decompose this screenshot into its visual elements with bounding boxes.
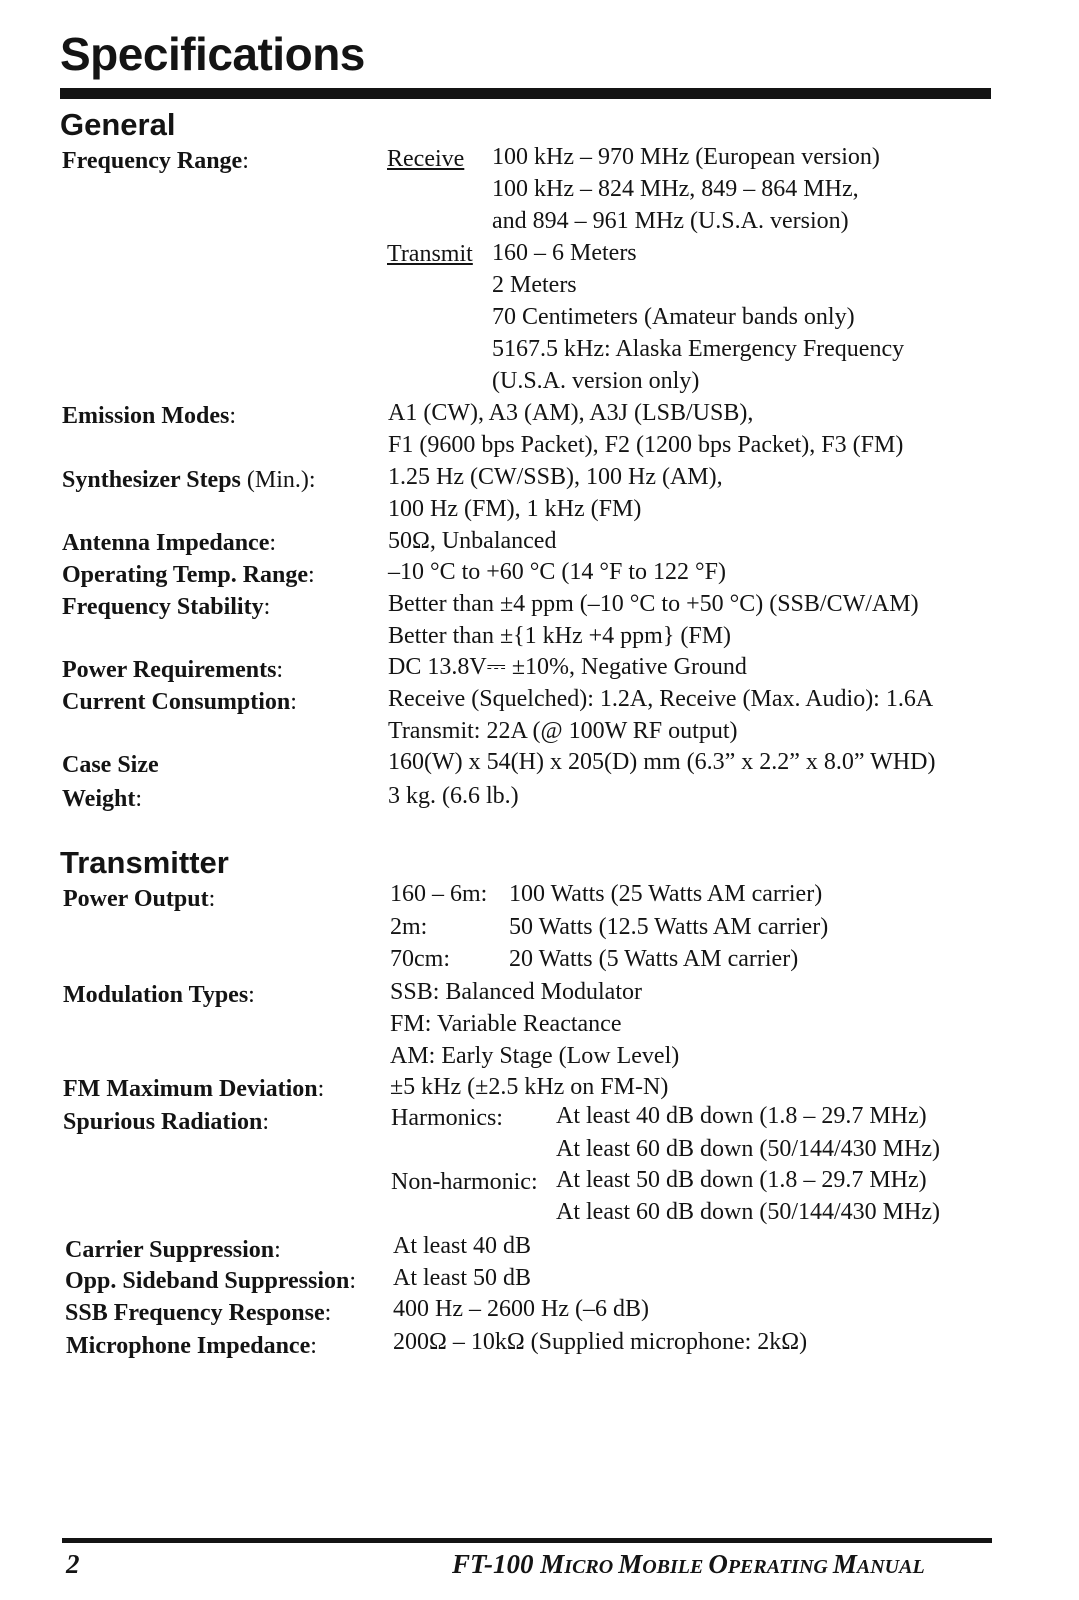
footer-rule xyxy=(62,1538,992,1543)
emission-line-2: F1 (9600 bps Packet), F2 (1200 bps Packet), F3 (FM) xyxy=(388,432,904,458)
label-weight: Weight: xyxy=(62,786,143,812)
power-out-value-1: 100 Watts (25 Watts AM carrier) xyxy=(509,881,823,907)
weight-value: 3 kg. (6.6 lb.) xyxy=(388,783,519,809)
transmit-line-5: (U.S.A. version only) xyxy=(492,368,700,394)
fm-dev-value: ±5 kHz (±2.5 kHz on FM-N) xyxy=(390,1074,669,1100)
page-title: Specifications xyxy=(60,28,365,80)
mod-line-2: FM: Variable Reactance xyxy=(390,1011,622,1037)
receive-sublabel: Receive xyxy=(387,146,465,172)
harmonics-line-1: At least 40 dB down (1.8 – 29.7 MHz) xyxy=(556,1103,927,1129)
receive-line-1: 100 kHz – 970 MHz (European version) xyxy=(492,144,880,170)
case-value: 160(W) x 54(H) x 205(D) mm (6.3” x 2.2” x 8.0” WHD) xyxy=(388,749,936,775)
label-frequency-range: Frequency Range: xyxy=(62,148,249,174)
title-rule xyxy=(60,88,991,99)
power-out-band-1: 160 – 6m: xyxy=(390,881,488,907)
non-harmonic-label: Non-harmonic: xyxy=(391,1169,538,1195)
receive-line-3: and 894 – 961 MHz (U.S.A. version) xyxy=(492,208,849,234)
label-modulation-types: Modulation Types: xyxy=(63,982,255,1008)
label-emission-modes: Emission Modes: xyxy=(62,403,237,429)
label-frequency-stability: Frequency Stability: xyxy=(62,594,271,620)
label-synthesizer-steps: Synthesizer Steps (Min.): xyxy=(62,467,316,493)
power-out-band-2: 2m: xyxy=(390,914,428,940)
label-ssb-frequency-response: SSB Frequency Response: xyxy=(65,1300,332,1326)
receive-line-2: 100 kHz – 824 MHz, 849 – 864 MHz, xyxy=(492,176,859,202)
mic-value: 200Ω – 10kΩ (Supplied microphone: 2kΩ) xyxy=(393,1329,808,1355)
mod-line-3: AM: Early Stage (Low Level) xyxy=(390,1043,680,1069)
manual-title: FT-100 MICRO MOBILE OPERATING MANUAL xyxy=(452,1549,925,1579)
page-number: 2 xyxy=(66,1549,80,1579)
transmit-line-1: 160 – 6 Meters xyxy=(492,240,637,266)
label-antenna-impedance: Antenna Impedance: xyxy=(62,530,277,556)
synth-line-1: 1.25 Hz (CW/SSB), 100 Hz (AM), xyxy=(388,464,723,490)
section-heading-general: General xyxy=(60,107,176,142)
stability-line-2: Better than ±{1 kHz +4 ppm} (FM) xyxy=(388,623,732,649)
optemp-value: –10 °C to +60 °C (14 °F to 122 °F) xyxy=(388,559,726,585)
label-carrier-suppression: Carrier Suppression: xyxy=(65,1237,281,1263)
mod-line-1: SSB: Balanced Modulator xyxy=(390,979,642,1005)
harmonics-line-2: At least 60 dB down (50/144/430 MHz) xyxy=(556,1136,940,1162)
power-req-value: DC 13.8V⎓ ±10%, Negative Ground xyxy=(388,654,747,680)
stability-line-1: Better than ±4 ppm (–10 °C to +50 °C) (SSB/CW/AM) xyxy=(388,591,919,617)
label-current-consumption: Current Consumption: xyxy=(62,689,297,715)
synth-line-2: 100 Hz (FM), 1 kHz (FM) xyxy=(388,496,642,522)
opp-value: At least 50 dB xyxy=(393,1265,531,1291)
transmit-line-4: 5167.5 kHz: Alaska Emergency Frequency xyxy=(492,336,905,362)
label-microphone-impedance: Microphone Impedance: xyxy=(66,1333,317,1359)
transmit-line-3: 70 Centimeters (Amateur bands only) xyxy=(492,304,855,330)
label-power-output: Power Output: xyxy=(63,886,216,912)
power-out-value-3: 20 Watts (5 Watts AM carrier) xyxy=(509,946,799,972)
current-line-2: Transmit: 22A (@ 100W RF output) xyxy=(388,718,738,744)
section-heading-transmitter: Transmitter xyxy=(60,845,229,880)
non-harmonic-line-2: At least 60 dB down (50/144/430 MHz) xyxy=(556,1199,940,1225)
non-harmonic-line-1: At least 50 dB down (1.8 – 29.7 MHz) xyxy=(556,1167,927,1193)
label-power-requirements: Power Requirements: xyxy=(62,657,284,683)
label-case-size: Case Size xyxy=(62,752,159,778)
power-out-value-2: 50 Watts (12.5 Watts AM carrier) xyxy=(509,914,829,940)
power-out-band-3: 70cm: xyxy=(390,946,450,972)
harmonics-label: Harmonics: xyxy=(391,1105,503,1131)
label-spurious-radiation: Spurious Radiation: xyxy=(63,1109,270,1135)
transmit-line-2: 2 Meters xyxy=(492,272,577,298)
ssb-resp-value: 400 Hz – 2600 Hz (–6 dB) xyxy=(393,1296,649,1322)
current-line-1: Receive (Squelched): 1.2A, Receive (Max. Audio): 1.6A xyxy=(388,686,934,712)
emission-line-1: A1 (CW), A3 (AM), A3J (LSB/USB), xyxy=(388,400,754,426)
label-fm-max-deviation: FM Maximum Deviation: xyxy=(63,1076,325,1102)
antenna-value: 50Ω, Unbalanced xyxy=(388,528,557,554)
carrier-value: At least 40 dB xyxy=(393,1233,531,1259)
label-operating-temp: Operating Temp. Range: xyxy=(62,562,315,588)
label-opp-sideband-suppression: Opp. Sideband Suppression: xyxy=(65,1268,357,1294)
transmit-sublabel: Transmit xyxy=(387,241,473,267)
